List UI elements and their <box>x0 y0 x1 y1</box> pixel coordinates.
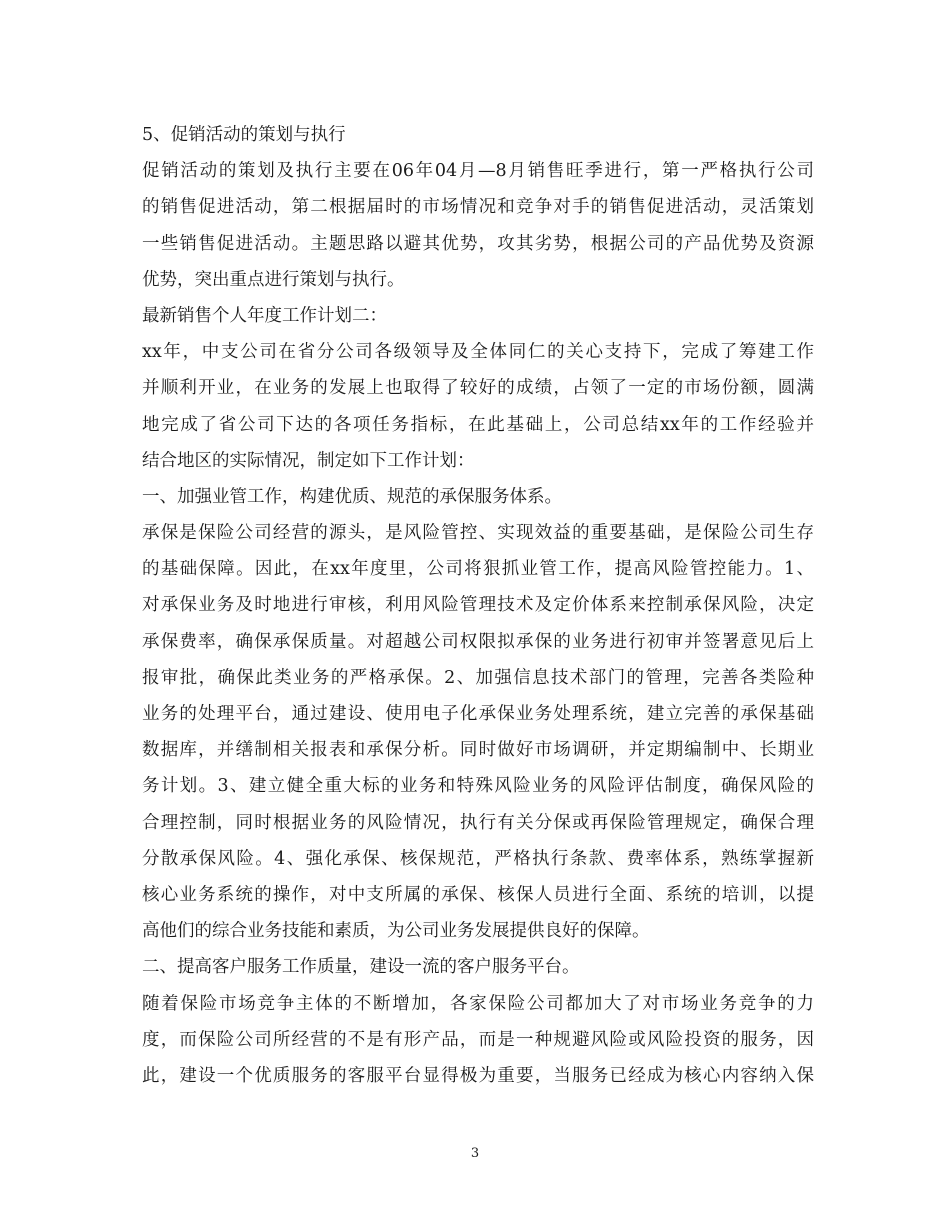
text-line: 业务的处理平台，通过建设、使用电子化承保业务处理系统，建立完善的承保基础 <box>142 704 814 724</box>
text-line: 承保费率，确保承保质量。对超越公司权限拟承保的业务进行初审并签署意见后上 <box>142 631 814 652</box>
text-line: 二、提高客户服务工作质量，建设一流的客户服务平台。 <box>142 957 580 978</box>
text-line: 分散承保风险。4、强化承保、核保规范，严格执行条款、费率体系，熟练掌握新 <box>142 848 814 869</box>
text-line: 结合地区的实际情况，制定如下工作计划： <box>142 450 475 471</box>
text-line: 合理控制，同时根据业务的风险情况，执行有关分保或再保险管理规定，确保合理 <box>142 812 814 833</box>
text-line: 报审批，确保此类业务的严格承保。2、加强信息技术部门的管理，完善各类险种 <box>142 667 814 688</box>
text-line: 的基础保障。因此，在xx年度里，公司将狠抓业管工作，提高风险管控能力。1、 <box>142 559 814 580</box>
page-number: 3 <box>470 1146 480 1161</box>
text-line: 并顺利开业，在业务的发展上也取得了较好的成绩，占领了一定的市场份额，圆满 <box>142 378 814 399</box>
text-line: 一些销售促进活动。主题思路以避其优势，攻其劣势，根据公司的产品优势及资源 <box>142 233 814 254</box>
text-line: 一、加强业管工作，构建优质、规范的承保服务体系。 <box>142 486 562 507</box>
text-line: xx年，中支公司在省分公司各级领导及全体同仁的关心支持下，完成了筹建工作 <box>142 342 814 363</box>
text-line: 5、促销活动的策划与执行 <box>142 125 346 145</box>
text-line: 的销售促进活动，第二根据届时的市场情况和竞争对手的销售促进活动，灵活策划 <box>142 197 814 218</box>
text-line: 核心业务系统的操作，对中支所属的承保、核保人员进行全面、系统的培训，以提 <box>142 884 814 905</box>
text-line: 地完成了省公司下达的各项任务指标，在此基础上，公司总结xx年的工作经验并 <box>142 414 814 435</box>
text-line: 对承保业务及时地进行审核，利用风险管理技术及定价体系来控制承保风险，决定 <box>142 595 814 616</box>
body-text <box>142 117 814 1094</box>
text-line: 承保是保险公司经营的源头，是风险管控、实现效益的重要基础，是保险公司生存 <box>142 523 814 544</box>
text-line: 高他们的综合业务技能和素质，为公司业务发展提供良好的保障。 <box>142 921 650 942</box>
text-line: 促销活动的策划及执行主要在06年04月—8月销售旺季进行，第一严格执行公司 <box>142 161 814 182</box>
text-line: 优势，突出重点进行策划与执行。 <box>142 269 405 290</box>
text-line: 最新销售个人年度工作计划二： <box>142 305 387 326</box>
text-line: 此，建设一个优质服务的客服平台显得极为重要，当服务已经成为核心内容纳入保 <box>142 1065 814 1086</box>
text-line: 数据库，并缮制相关报表和承保分析。同时做好市场调研，并定期编制中、长期业 <box>142 740 814 761</box>
text-line: 度，而保险公司所经营的不是有形产品，而是一种规避风险或风险投资的服务，因 <box>142 1029 814 1050</box>
text-line: 务计划。3、建立健全重大标的业务和特殊风险业务的风险评估制度，确保风险的 <box>142 776 814 797</box>
text-line: 随着保险市场竞争主体的不断增加，各家保险公司都加大了对市场业务竞争的力 <box>142 993 814 1014</box>
